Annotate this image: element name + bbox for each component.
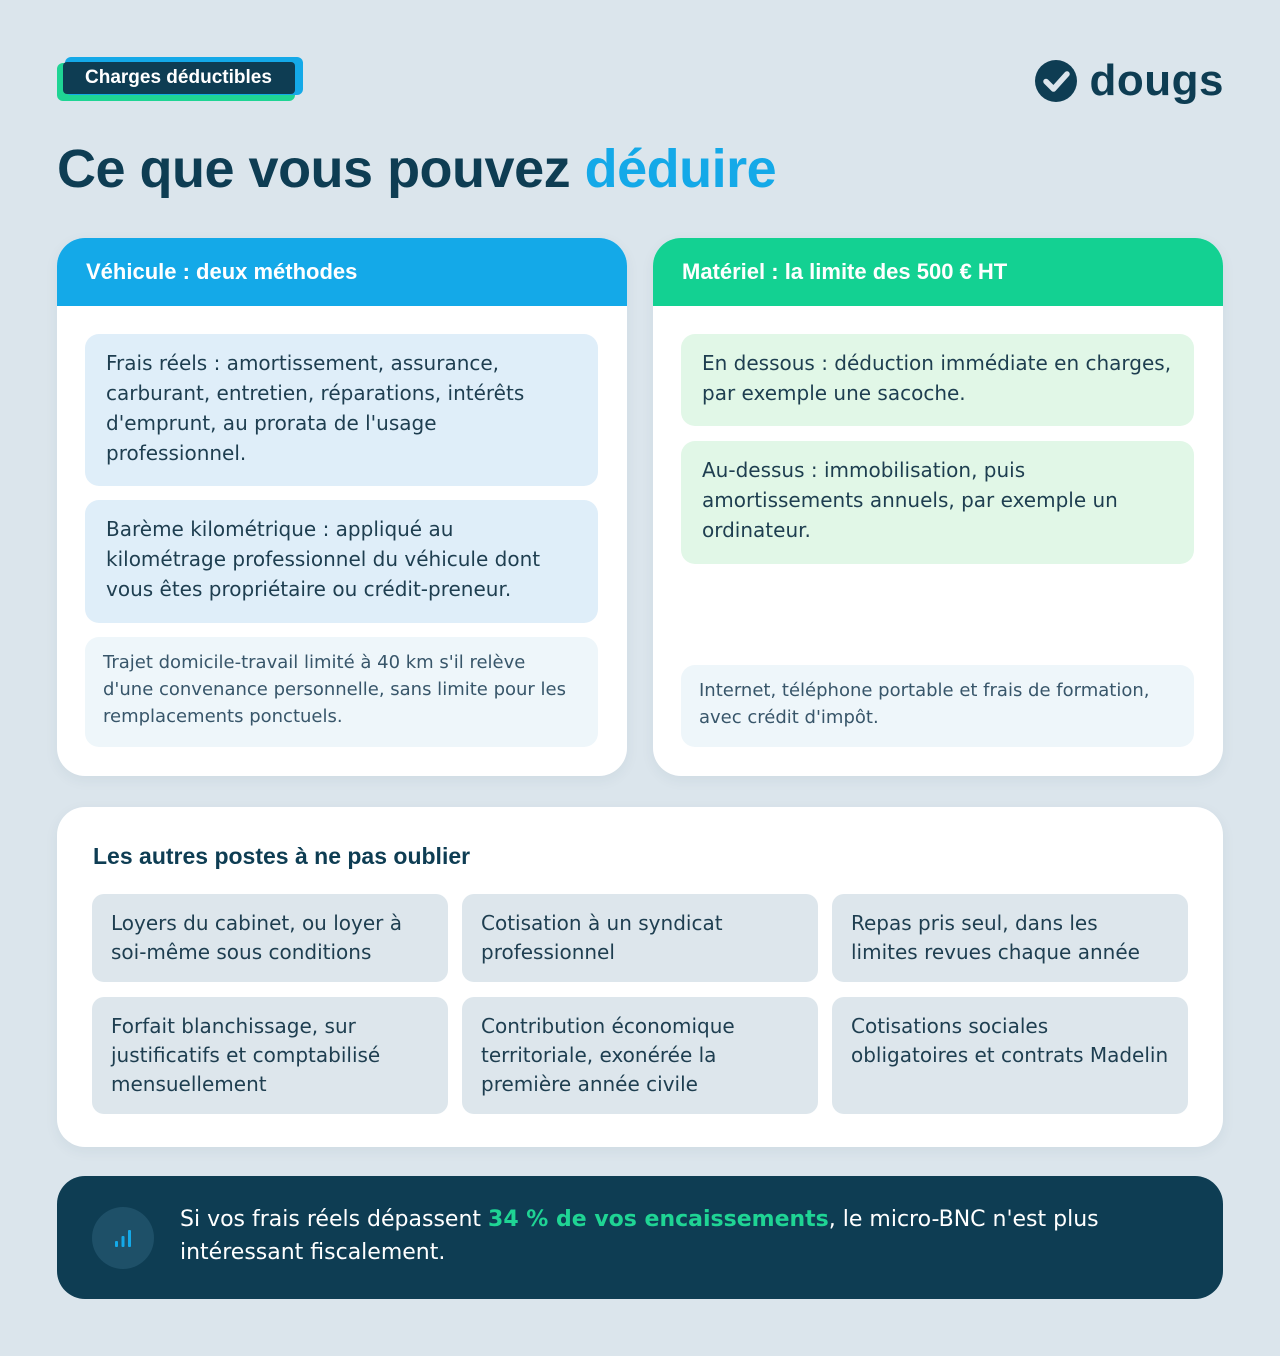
vehicle-item-mileage-scale: Barème kilométrique : appliqué au kilométrage professionnel du véhicule dont vous êtes propriétaire ou crédit-preneur. bbox=[85, 500, 598, 623]
banner-text-before: Si vos frais réels dépassent bbox=[180, 1207, 489, 1232]
vehicle-card-title: Véhicule : deux méthodes bbox=[57, 238, 627, 306]
other-items-title: Les autres postes à ne pas oublier bbox=[93, 843, 471, 869]
material-note: Internet, téléphone portable et frais de formation, avec crédit d'impôt. bbox=[681, 665, 1194, 747]
other-items-card bbox=[57, 807, 1223, 1147]
logo-text: dougs bbox=[1089, 56, 1224, 105]
vehicle-note: Trajet domicile-travail limité à 40 km s'il relève d'une convenance personnelle, sans limite pour les remplacements ponctuels. bbox=[85, 637, 598, 747]
threshold-banner bbox=[57, 1176, 1223, 1299]
banner-highlight: 34 % de vos encaissements bbox=[488, 1207, 829, 1232]
banner-text-after: , le micro-BNC n'est plus intéressant fiscalement. bbox=[180, 1207, 1099, 1265]
category-tag bbox=[57, 57, 303, 101]
bar-chart-icon bbox=[92, 1207, 154, 1269]
other-item: Forfait blanchissage, sur justificatifs et comptabilisé mensuellement bbox=[92, 997, 448, 1114]
material-card-title: Matériel : la limite des 500 € HT bbox=[653, 238, 1223, 306]
vehicle-card bbox=[57, 238, 627, 776]
tag-label: Charges déductibles bbox=[63, 62, 295, 94]
page-title bbox=[57, 138, 776, 200]
title-main: Ce que vous pouvez bbox=[57, 139, 585, 199]
dougs-logo bbox=[1034, 56, 1224, 106]
other-item: Contribution économique territoriale, exonérée la première année civile bbox=[462, 997, 818, 1114]
other-item: Cotisations sociales obligatoires et contrats Madelin bbox=[832, 997, 1188, 1114]
material-item-above: Au-dessus : immobilisation, puis amortissements annuels, par exemple un ordinateur. bbox=[681, 441, 1194, 564]
material-item-below: En dessous : déduction immédiate en charges, par exemple une sacoche. bbox=[681, 334, 1194, 426]
other-item: Cotisation à un syndicat professionnel bbox=[462, 894, 818, 982]
banner-text bbox=[180, 1203, 1140, 1269]
material-card bbox=[653, 238, 1223, 776]
other-item: Repas pris seul, dans les limites revues chaque année bbox=[832, 894, 1188, 982]
check-circle-icon bbox=[1034, 59, 1078, 103]
title-accent: déduire bbox=[584, 139, 777, 199]
other-item: Loyers du cabinet, ou loyer à soi-même sous conditions bbox=[92, 894, 448, 982]
vehicle-item-real-costs: Frais réels : amortissement, assurance, carburant, entretien, réparations, intérêts d'emprunt, au prorata de l'usage professionnel. bbox=[85, 334, 598, 486]
